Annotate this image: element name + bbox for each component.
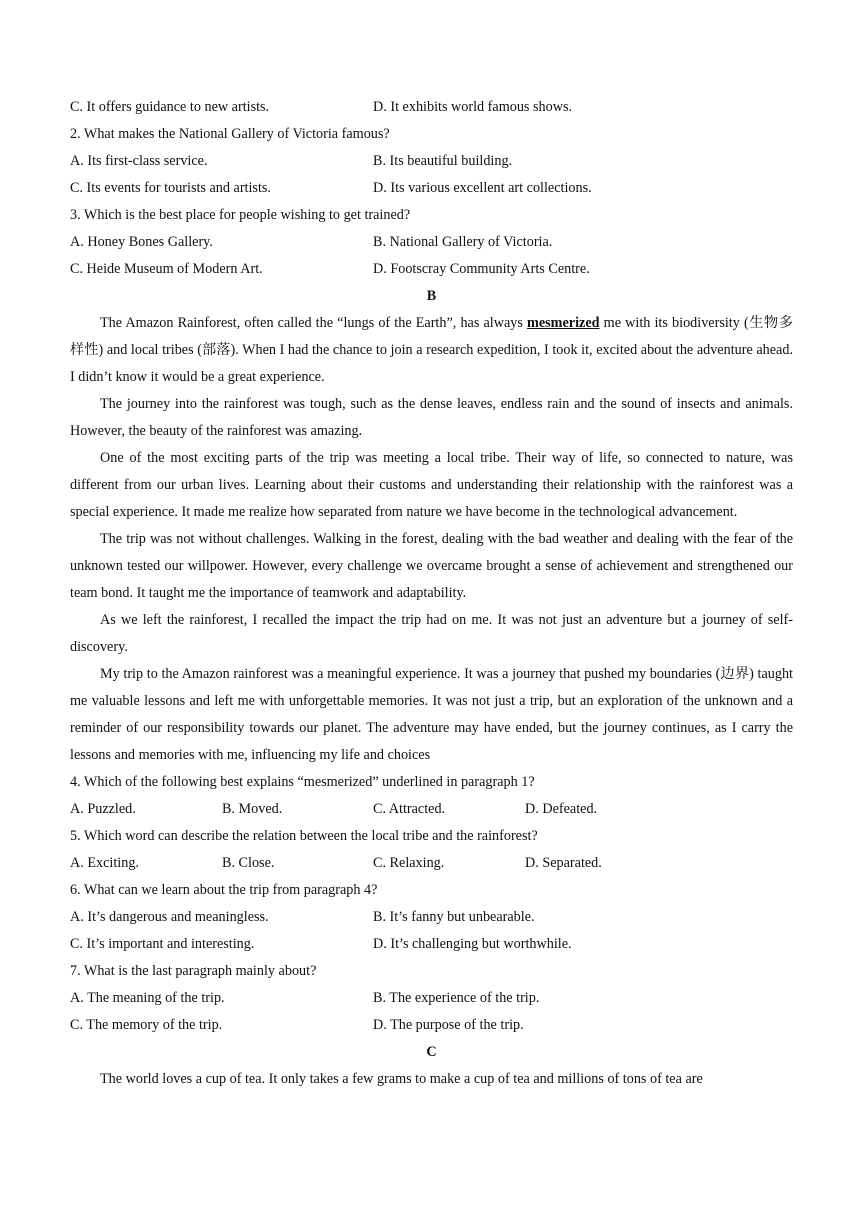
option-b: B. Moved. [222,801,283,817]
question-5-options [70,850,793,877]
question-2-options-ab [70,148,793,175]
underlined-keyword: mesmerized [527,315,600,331]
option-d: D. It exhibits world famous shows. [373,99,573,115]
option-a: A. Its first-class service. [70,153,208,169]
question-7-stem: 7. What is the last paragraph mainly about? [70,963,317,979]
question-7-options-cd [70,1012,793,1039]
option-a: A. Exciting. [70,855,139,871]
option-c: C. It’s important and interesting. [70,936,255,952]
option-b: B. National Gallery of Victoria. [373,234,553,250]
question-6-stem: 6. What can we learn about the trip from paragraph 4? [70,882,378,898]
option-c: C. The memory of the trip. [70,1017,223,1033]
question-3-options-cd [70,256,793,283]
passage-b-paragraph-6: My trip to the Amazon rainforest was a meaningful experience. It was a journey that pushed my boundaries (边界) taught me valuable lessons and left me with unforgettable memories. It was not just a trip, but an exploration of the unknown and a reminder of our responsibility towards our planet. The adventure may have ended, but the journey continues, as I carry the lessons and memories with me, influencing my life and choices [70,666,793,763]
option-d: D. Defeated. [525,801,598,817]
paragraph-text: me with its biodiversity (生物多样性) and local tribes (部落). When I had the chance to join a research expedition, I took it, excited about the adventure ahead. I didn’t know it would be a great experience. [70,315,794,385]
question-6-options-ab [70,904,793,931]
option-c: C. Heide Museum of Modern Art. [70,261,263,277]
document-page [70,94,793,1093]
section-heading-c: C [426,1044,437,1060]
option-b: B. Its beautiful building. [373,153,513,169]
option-c: C. Attracted. [373,801,446,817]
question-3-stem: 3. Which is the best place for people wishing to get trained? [70,207,411,223]
question-7-options-ab [70,985,793,1012]
passage-b-paragraph-5: As we left the rainforest, I recalled the impact the trip had on me. It was not just an adventure but a journey of self-discovery. [70,612,793,655]
option-a: A. It’s dangerous and meaningless. [70,909,269,925]
question-6-options-cd [70,931,793,958]
option-b: B. The experience of the trip. [373,990,540,1006]
option-a: A. Puzzled. [70,801,136,817]
question-4-options [70,796,793,823]
passage-b-paragraph-3: One of the most exciting parts of the trip was meeting a local tribe. Their way of life, so connected to nature, was different from our urban lives. Learning about their customs and understanding their relationship with the rainforest was a special experience. It made me realize how separated from nature we have become in the technological advancement. [70,450,793,520]
passage-b-paragraph-4: The trip was not without challenges. Walking in the forest, dealing with the bad weather and dealing with the fear of the unknown tested our willpower. However, every challenge we overcame brought a sense of achievement and strengthened our team bond. It taught me the importance of teamwork and adaptability. [70,531,793,601]
passage-c-paragraph-1: The world loves a cup of tea. It only takes a few grams to make a cup of tea and millions of tons of tea are [100,1071,703,1087]
option-d: D. Separated. [525,855,602,871]
option-b: B. Close. [222,855,275,871]
passage-b-paragraph-2: The journey into the rainforest was tough, such as the dense leaves, endless rain and the sound of insects and animals. However, the beauty of the rainforest was amazing. [70,396,793,439]
question-1-options-cd [70,94,793,121]
question-5-stem: 5. Which word can describe the relation between the local tribe and the rainforest? [70,828,538,844]
option-d: D. Footscray Community Arts Centre. [373,261,590,277]
option-d: D. The purpose of the trip. [373,1017,524,1033]
option-b: B. It’s fanny but unbearable. [373,909,535,925]
section-heading-b: B [426,288,437,304]
paragraph-text: The Amazon Rainforest, often called the “lungs of the Earth”, has always [100,315,528,331]
option-d: D. It’s challenging but worthwhile. [373,936,572,952]
option-a: A. Honey Bones Gallery. [70,234,213,250]
option-c: C. It offers guidance to new artists. [70,99,270,115]
option-c: C. Relaxing. [373,855,445,871]
question-2-options-cd [70,175,793,202]
passage-b-paragraph-1 [70,310,793,391]
question-4-stem: 4. Which of the following best explains “mesmerized” underlined in paragraph 1? [70,774,535,790]
option-d: D. Its various excellent art collections. [373,180,592,196]
question-3-options-ab [70,229,793,256]
question-2-stem: 2. What makes the National Gallery of Victoria famous? [70,126,390,142]
option-c: C. Its events for tourists and artists. [70,180,271,196]
option-a: A. The meaning of the trip. [70,990,225,1006]
